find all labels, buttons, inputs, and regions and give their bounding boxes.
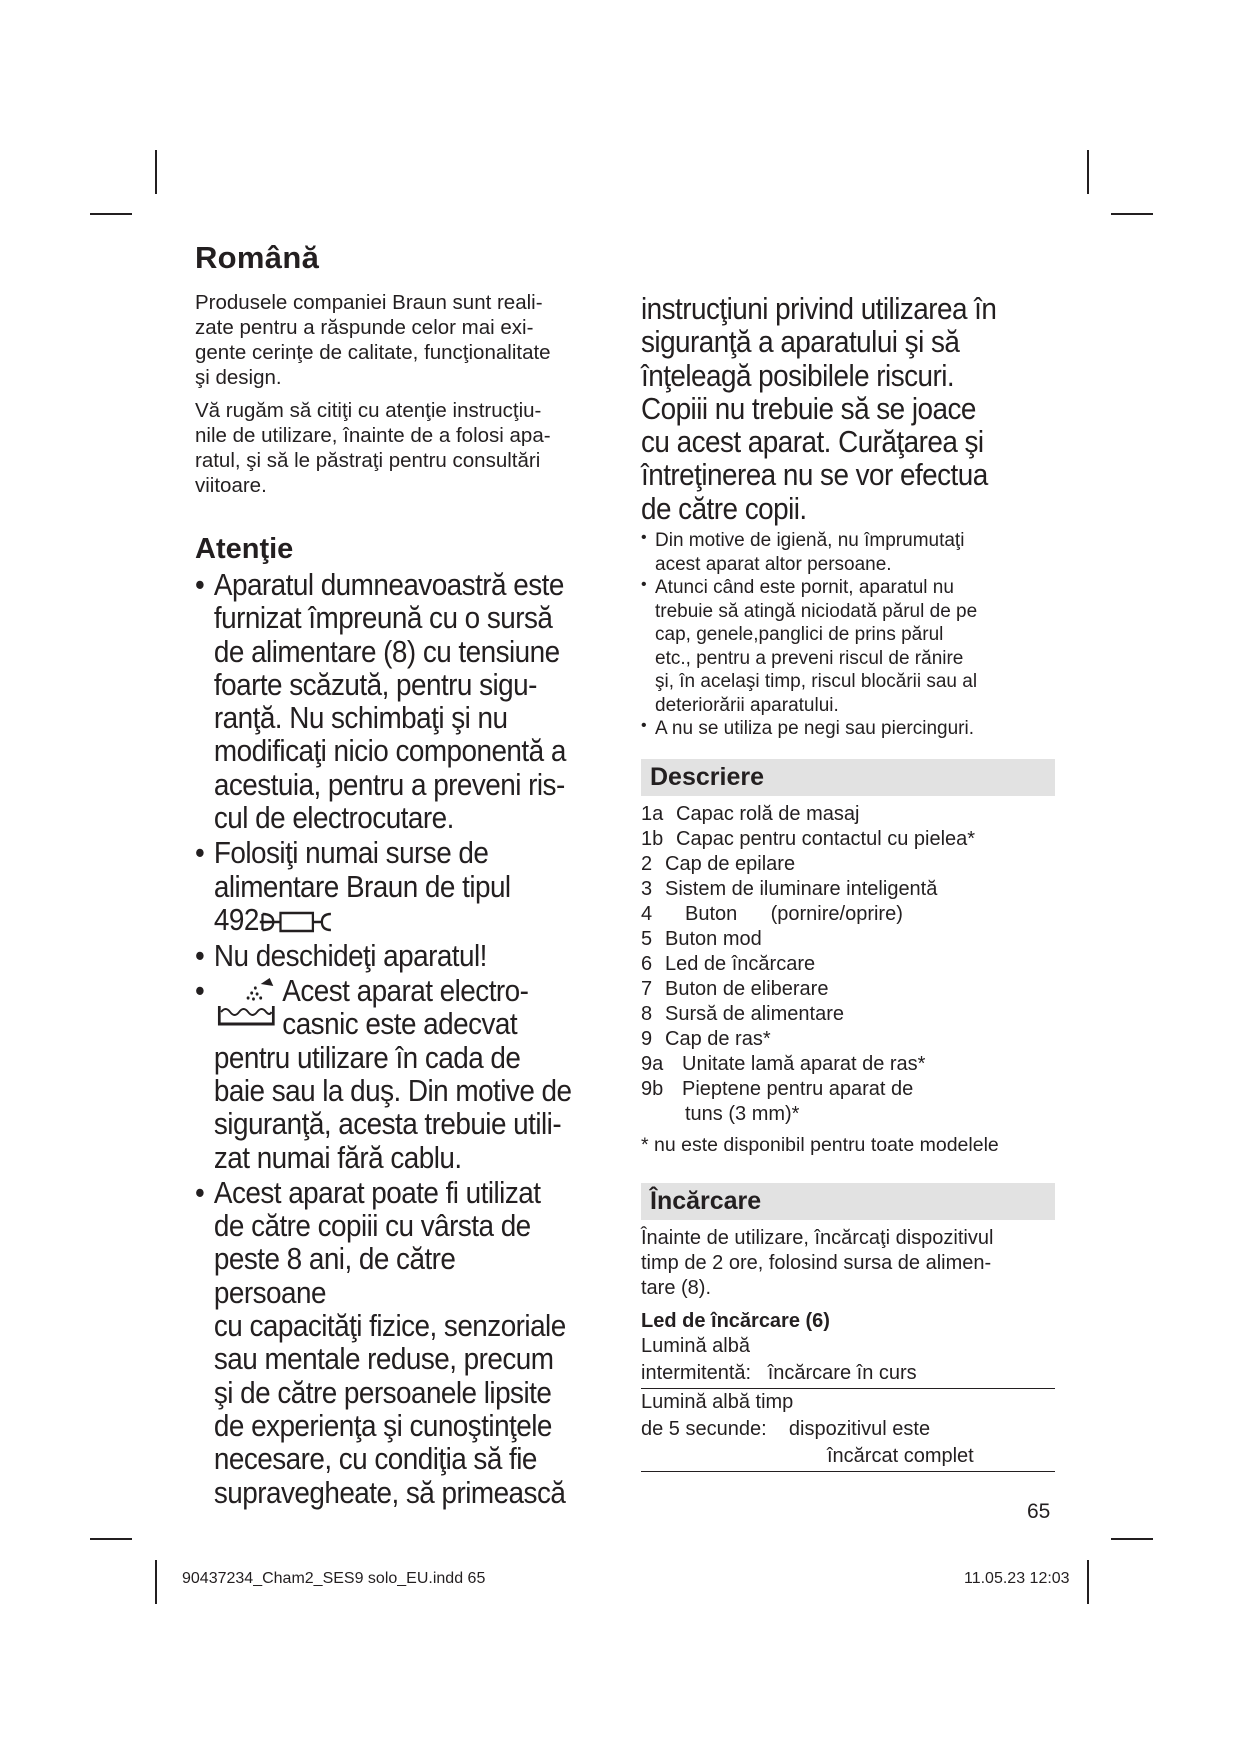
- list-item-text: Nu deschideţi aparatul!: [213, 937, 487, 973]
- power-supply-text: Folosiţi numai surse de alimentare Braun de tipul: [213, 835, 511, 904]
- power-supply-type: 492: [213, 901, 259, 937]
- table-row: [641, 1389, 1055, 1472]
- item-label: Capac rolă de masaj: [676, 802, 860, 825]
- attention-title: Atenţie: [195, 533, 294, 565]
- list-item: [641, 927, 1055, 952]
- power-supply-symbol-icon: [259, 907, 340, 937]
- item-label: Buton de eliberare: [665, 977, 829, 1000]
- item-label: Capac pentru contactul cu pielea*: [676, 827, 976, 850]
- item-label: Buton (pornire/oprire): [685, 902, 903, 925]
- footnote: * nu este disponibil pentru toate modelele: [641, 1133, 999, 1156]
- item-label: Cap de ras*: [665, 1027, 771, 1050]
- list-item: [641, 1002, 1055, 1027]
- intro: [195, 290, 615, 498]
- intro-paragraph: Produsele companiei Braun sunt reali- zate pentru a răspunde celor mai exi- gente cerinţe de calitate, funcţionalitate şi design.: [195, 291, 551, 389]
- bullet: •: [195, 1174, 205, 1210]
- item-number: 7: [641, 977, 653, 1000]
- item-label: Buton mod: [665, 927, 762, 950]
- list-item-text: Aparatul dumneavoastră este furnizat împreună cu o sursă de alimentare (8) cu tensiune foarte scăzută, pentru sigu- ranţă. Nu schimbaţi şi nu modificaţi nicio componentă a acestuia, pentru a preveni ris- cul de electrocutare.: [213, 567, 566, 836]
- item-number: 8: [641, 1002, 653, 1025]
- charging-text: Înainte de utilizare, încărcaţi dispozitivul timp de 2 ore, folosind sursa de alimen- tare (8).: [641, 1226, 994, 1299]
- attention-list: [195, 568, 573, 1509]
- list-item-text: Din motive de igienă, nu împrumutaţi acest aparat altor persoane.: [655, 530, 965, 575]
- page-number: 65: [1027, 1500, 1051, 1523]
- table-row: [641, 1333, 1055, 1389]
- list-item-text: [214, 836, 573, 936]
- list-item: [641, 952, 1055, 977]
- list-item: [195, 939, 573, 972]
- list-item: [641, 717, 1055, 741]
- description-list: [641, 802, 1055, 1102]
- list-item: [195, 1176, 573, 1509]
- item-label: Sistem de iluminare inteligentă: [665, 877, 938, 900]
- item-label: Pieptene pentru aparat de: [682, 1077, 914, 1100]
- list-item: [641, 802, 1055, 827]
- hygiene-list: [641, 529, 1055, 741]
- description-heading: Descriere: [641, 759, 1055, 796]
- page-title: Română: [195, 240, 320, 275]
- table-cell: intermitentă: încărcare în curs: [641, 1361, 917, 1384]
- list-item: [641, 977, 1055, 1002]
- crop-mark: [155, 150, 157, 194]
- crop-mark: [1087, 1560, 1089, 1604]
- slug-right: 11.05.23 12:03: [964, 1570, 1070, 1587]
- item-number: 4: [641, 902, 653, 925]
- list-item: [641, 1027, 1055, 1052]
- item-label: Unitate lamă aparat de ras*: [682, 1052, 926, 1075]
- list-item: [195, 836, 573, 936]
- intro-paragraph: Vă rugăm să citiţi cu atenţie instrucţiu- nile de utilizare, înainte de a folosi apa- ratul, şi să le păstraţi pentru consultări viitoare.: [195, 399, 551, 497]
- bullet: •: [195, 567, 205, 602]
- list-item-text: A nu se utiliza pe negi sau piercinguri.: [655, 718, 974, 740]
- bullet: •: [195, 835, 205, 871]
- list-item: [195, 974, 573, 1174]
- shower-bath-icon: [214, 974, 281, 1032]
- slug-left: 90437234_Cham2_SES9 solo_EU.indd 65: [182, 1570, 486, 1587]
- item-label: Sursă de alimentare: [665, 1002, 844, 1025]
- item-number: 9: [641, 1027, 653, 1050]
- led-title: Led de încărcare (6): [641, 1309, 830, 1332]
- crop-mark: [90, 1538, 132, 1540]
- led-table: [641, 1333, 1055, 1472]
- list-item: [195, 568, 573, 834]
- table-cell: încărcat complet: [827, 1444, 974, 1467]
- list-item-text: Atunci când este pornit, aparatul nu trebuie să atingă niciodată părul de pe cap, genele,panglici de prins părul etc., pentru a preveni riscul de rănire şi, în acelaşi timp, riscul blocării sau al deteriorării aparatului.: [655, 577, 978, 716]
- crop-mark: [90, 213, 132, 215]
- bullet: •: [641, 576, 647, 594]
- item-number: 1b: [641, 827, 664, 850]
- bullet: •: [195, 937, 205, 973]
- item-number: 6: [641, 952, 653, 975]
- attention-continued: [641, 292, 1014, 525]
- item-number: 1a: [641, 802, 664, 825]
- crop-mark: [155, 1560, 157, 1604]
- list-item: [641, 902, 1055, 927]
- bath-text-rest: pentru utilizare în cada de baie sau la duş. Din motive de siguranţă, acesta trebuie utili- zat numai fără cablu.: [213, 1039, 572, 1175]
- table-cell: Lumină albă timp: [641, 1390, 794, 1413]
- item-number: 9b: [641, 1077, 664, 1100]
- left-column: [195, 240, 615, 1511]
- item-number: 9a: [641, 1052, 664, 1075]
- right-column: [641, 292, 1055, 1472]
- table-cell: Lumină albă: [641, 1334, 750, 1357]
- item-label: Led de încărcare: [665, 952, 816, 975]
- charging-heading: Încărcare: [641, 1183, 1055, 1220]
- list-item: [641, 576, 1055, 717]
- item-number: 5: [641, 927, 653, 950]
- list-item-continued: instrucţiuni privind utilizarea în siguranţă a aparatului şi să înţeleagă posibilele riscuri. Copiii nu trebuie să se joace cu acest aparat. Curăţarea şi întreţinerea nu se vor efectua de către copii.: [641, 291, 997, 526]
- description-item-continued: tuns (3 mm)*: [685, 1102, 800, 1125]
- item-label: Cap de epilare: [665, 852, 796, 875]
- crop-mark: [1111, 213, 1153, 215]
- charging-section: [641, 1226, 1055, 1472]
- bullet: •: [641, 529, 647, 547]
- table-cell: de 5 secunde: dispozitivul este: [641, 1417, 931, 1440]
- list-item-text: Acest aparat poate fi utilizat de către copiii cu vârsta de peste 8 ani, de către persoane cu capacităţi fizice, senzoriale sau mentale reduse, precum şi de către persoanele lipsite de experienţa şi cunoştinţele necesare, cu condiţia să fie supravegheate, să primească: [213, 1174, 566, 1510]
- list-item: [641, 1077, 1055, 1102]
- bullet: •: [641, 717, 647, 735]
- item-number: 2: [641, 852, 653, 875]
- item-number: 3: [641, 877, 653, 900]
- crop-mark: [1087, 150, 1089, 194]
- crop-mark: [1111, 1538, 1153, 1540]
- list-item: [641, 877, 1055, 902]
- list-item: [641, 852, 1055, 877]
- list-item: [641, 1052, 1055, 1077]
- list-item: [641, 827, 1055, 852]
- bullet: •: [195, 973, 205, 1009]
- list-item-text: [214, 974, 573, 1174]
- list-item: [641, 529, 1055, 576]
- bath-text-first: Acest aparat electro- casnic este adecvat: [282, 973, 529, 1042]
